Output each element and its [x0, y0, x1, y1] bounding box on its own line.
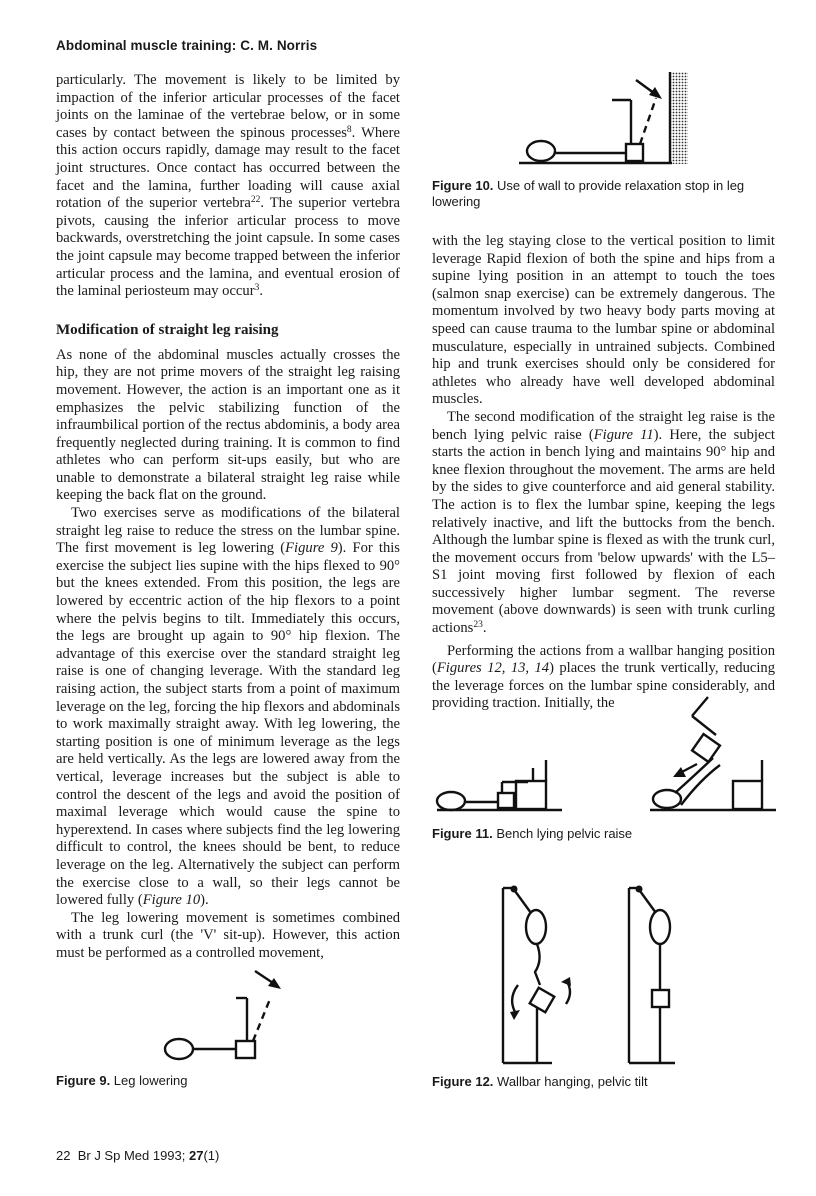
figure-12-caption: Figure 12. Wallbar hanging, pelvic tilt — [432, 1074, 648, 1089]
reference: 3 — [254, 283, 260, 294]
section-heading: Modification of straight leg raising — [56, 321, 279, 338]
left-column — [56, 72, 400, 963]
paragraph: with the leg staying close to the vertical position to limit leverage Rapid flexion of both the spine and hips from a supine lying position in an attempt to touch the toes (salmon snap exercise) can be extremely dangerous. The momentum involved by two heavy body parts moving at speed can cause trauma to the lumbar spine or abdominal musculature, especially in untrained subjects. Combined hip and trunk exercises should only be considered for athletes who already have well developed abdominal muscles. — [432, 233, 775, 408]
wall — [670, 72, 688, 164]
running-header: Abdominal muscle training: C. M. Norris — [56, 38, 318, 53]
page-footer: 22 Br J Sp Med 1993; 27(1) — [56, 1148, 220, 1163]
reference: 22 — [250, 195, 261, 206]
reference: 23 — [473, 620, 483, 631]
figure-9-caption: Figure 9. Leg lowering — [56, 1073, 188, 1088]
head-shape — [527, 141, 555, 161]
paragraph: particularly. The movement is likely to be limited by impaction of the inferior articular processes of the facet joints on the laminae of the vertebrae below, or in some cases by contact between the spinous processes$^8$. Where this action occurs rapidly, damage may result to the facet joint structures. Once contact has occurred between the facet and the lamina, further loading will cause axial rotation of the superior vertebra$^{22}$. The superior vertebra pivots, causing the inferior articular process to move backwards, overstretching the joint capsule. In some cases the joint capsule may become trapped between the inferior articular process and the lamina, and eventual erosion of the laminal periosteum may occur$^3$. — [56, 72, 401, 300]
figure-11-caption: Figure 11. Bench lying pelvic raise — [432, 826, 633, 841]
page-number: 22 — [56, 1148, 71, 1163]
arrow-icon — [255, 971, 276, 985]
reference: 8 — [346, 124, 352, 135]
paragraph: As none of the abdominal muscles actually crosses the hip, they are not prime movers of the straight leg raising movement. However, the action is an important one as it emphasizes the pelvic stabilizing function of the infraumbilical portion of the rectus abdominis, a body area frequently neglected during training. It is common to find athletes who can perform sit-ups easily, but who are unable to demonstrate a bilateral straight leg raise while keeping the back flat on the ground. — [56, 346, 400, 504]
paragraph: Two exercises serve as modifications of the bilateral straight leg raise to reduce the stress on the lumbar spine. The first movement is leg lowering (Figure 9). For this exercise the subject lies supine with the hips flexed to 90° but the knees extended. From this position, the legs are lowered by eccentric action of the hip flexors to a point where the pelvis begins to tilt. Immediately this occurs, the legs are brought up again to 90° hip flexion. The advantage of this exercise over the standard straight leg raise is one of changing leverage. With the standard leg raising action, the subject starts from a point of maximum leverage on the leg, forcing the hip flexors and abdominals to work maximally straight away. With leg lowering, the starting position is one of minimum leverage as the legs are held vertically. As the legs are lowered away from the vertical, leverage increases but the subject is able to control the descent of the legs and avoid the position of maximal leverage which would cause the spine to hyperextend. In cases where subjects find the leg lowering difficult to control, the knees should be bent, to reduce leverage on the leg. Alternatively the subject can perform the exercise close to a wall, so their legs cannot be lowered fully (Figure 10). — [56, 505, 400, 909]
paragraph: The leg lowering movement is sometimes combined with a trunk curl (the 'V' sit-up). However, this action must be performed as a controlled movement, — [56, 909, 400, 961]
pelvis-shape — [626, 144, 643, 161]
right-column — [432, 233, 775, 713]
paragraph: The second modification of the straight leg raise is the bench lying pelvic raise (Figure 11). Here, the subject starts the action in bench lying and maintains 90° hip and knee flexion throughout the movement. The arms are held by the sides to give counterforce and aid general stability. The action is to flex the lumbar spine, keeping the legs relatively inactive, and lift the buttocks from the bench. Although the lumbar spine is flexed as with the trunk curl, the movement occurs from 'below upwards' with the L5–S1 joint moving first followed by flexion of each successively higher lumbar segment. The reverse movement (above downwards) is seen with trunk curling actions$^{23}$. — [432, 408, 775, 637]
paragraph: Performing the actions from a wallbar hanging position (Figures 12, 13, 14) places the trunk vertically, reducing the leverage forces on the lumbar spine considerably, and providing traction. Initially, the — [432, 642, 775, 712]
figure-10-caption: Figure 10. Use of wall to provide relaxation stop in leg lowering — [432, 178, 745, 209]
arrow-icon — [636, 80, 658, 96]
